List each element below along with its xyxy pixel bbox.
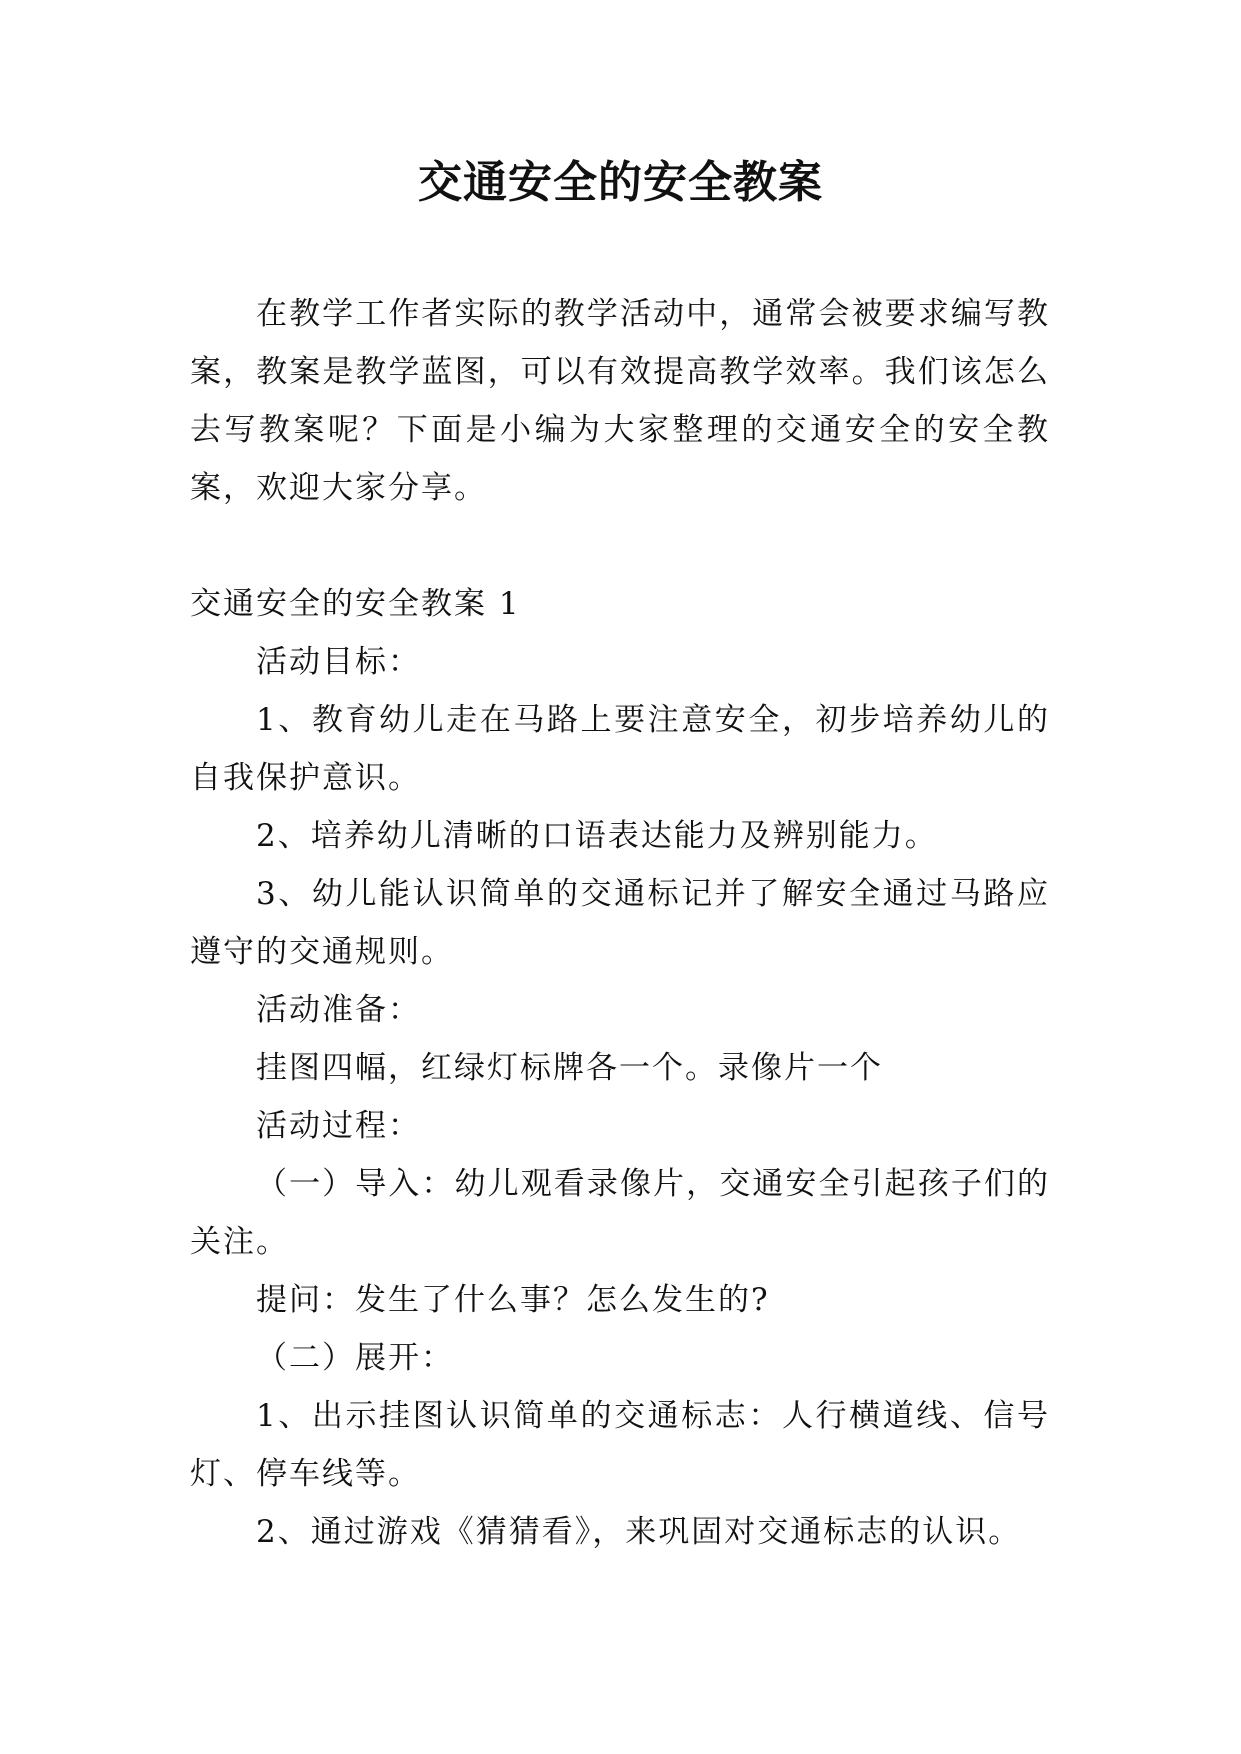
document-body [190, 285, 1050, 1561]
expand-item-2: 2、通过游戏《猜猜看》，来巩固对交通标志的认识。 [256, 1514, 1022, 1550]
intro-paragraph: 在教学工作者实际的教学活动中，通常会被要求编写教案，教案是教学蓝图，可以有效提高教学效率。我们该怎么去写教案呢？下面是小编为大家整理的交通安全的安全教案，欢迎大家分享。 [190, 296, 1050, 506]
goal-item-1: 1、教育幼儿走在马路上要注意安全，初步培养幼儿的自我保护意识。 [190, 702, 1050, 796]
preparation-text: 挂图四幅，红绿灯标牌各一个。录像片一个 [256, 1050, 883, 1086]
process-step-expand: （二）展开： [256, 1340, 454, 1376]
process-step-intro: （一）导入：幼儿观看录像片，交通安全引起孩子们的关注。 [190, 1166, 1050, 1260]
page-title: 交通安全的安全教案 [418, 157, 823, 208]
expand-item-1: 1、出示挂图认识简单的交通标志：人行横道线、信号灯、停车线等。 [190, 1398, 1050, 1492]
activity-goal-heading: 活动目标： [256, 644, 421, 680]
goal-item-3: 3、幼儿能认识简单的交通标记并了解安全通过马路应遵守的交通规则。 [190, 876, 1050, 970]
section-heading: 交通安全的安全教案 1 [190, 586, 521, 622]
process-heading: 活动过程： [256, 1108, 421, 1144]
preparation-heading: 活动准备： [256, 992, 421, 1028]
process-question: 提问：发生了什么事？怎么发生的? [256, 1282, 770, 1318]
goal-item-2: 2、培养幼儿清晰的口语表达能力及辨别能力。 [256, 818, 938, 854]
